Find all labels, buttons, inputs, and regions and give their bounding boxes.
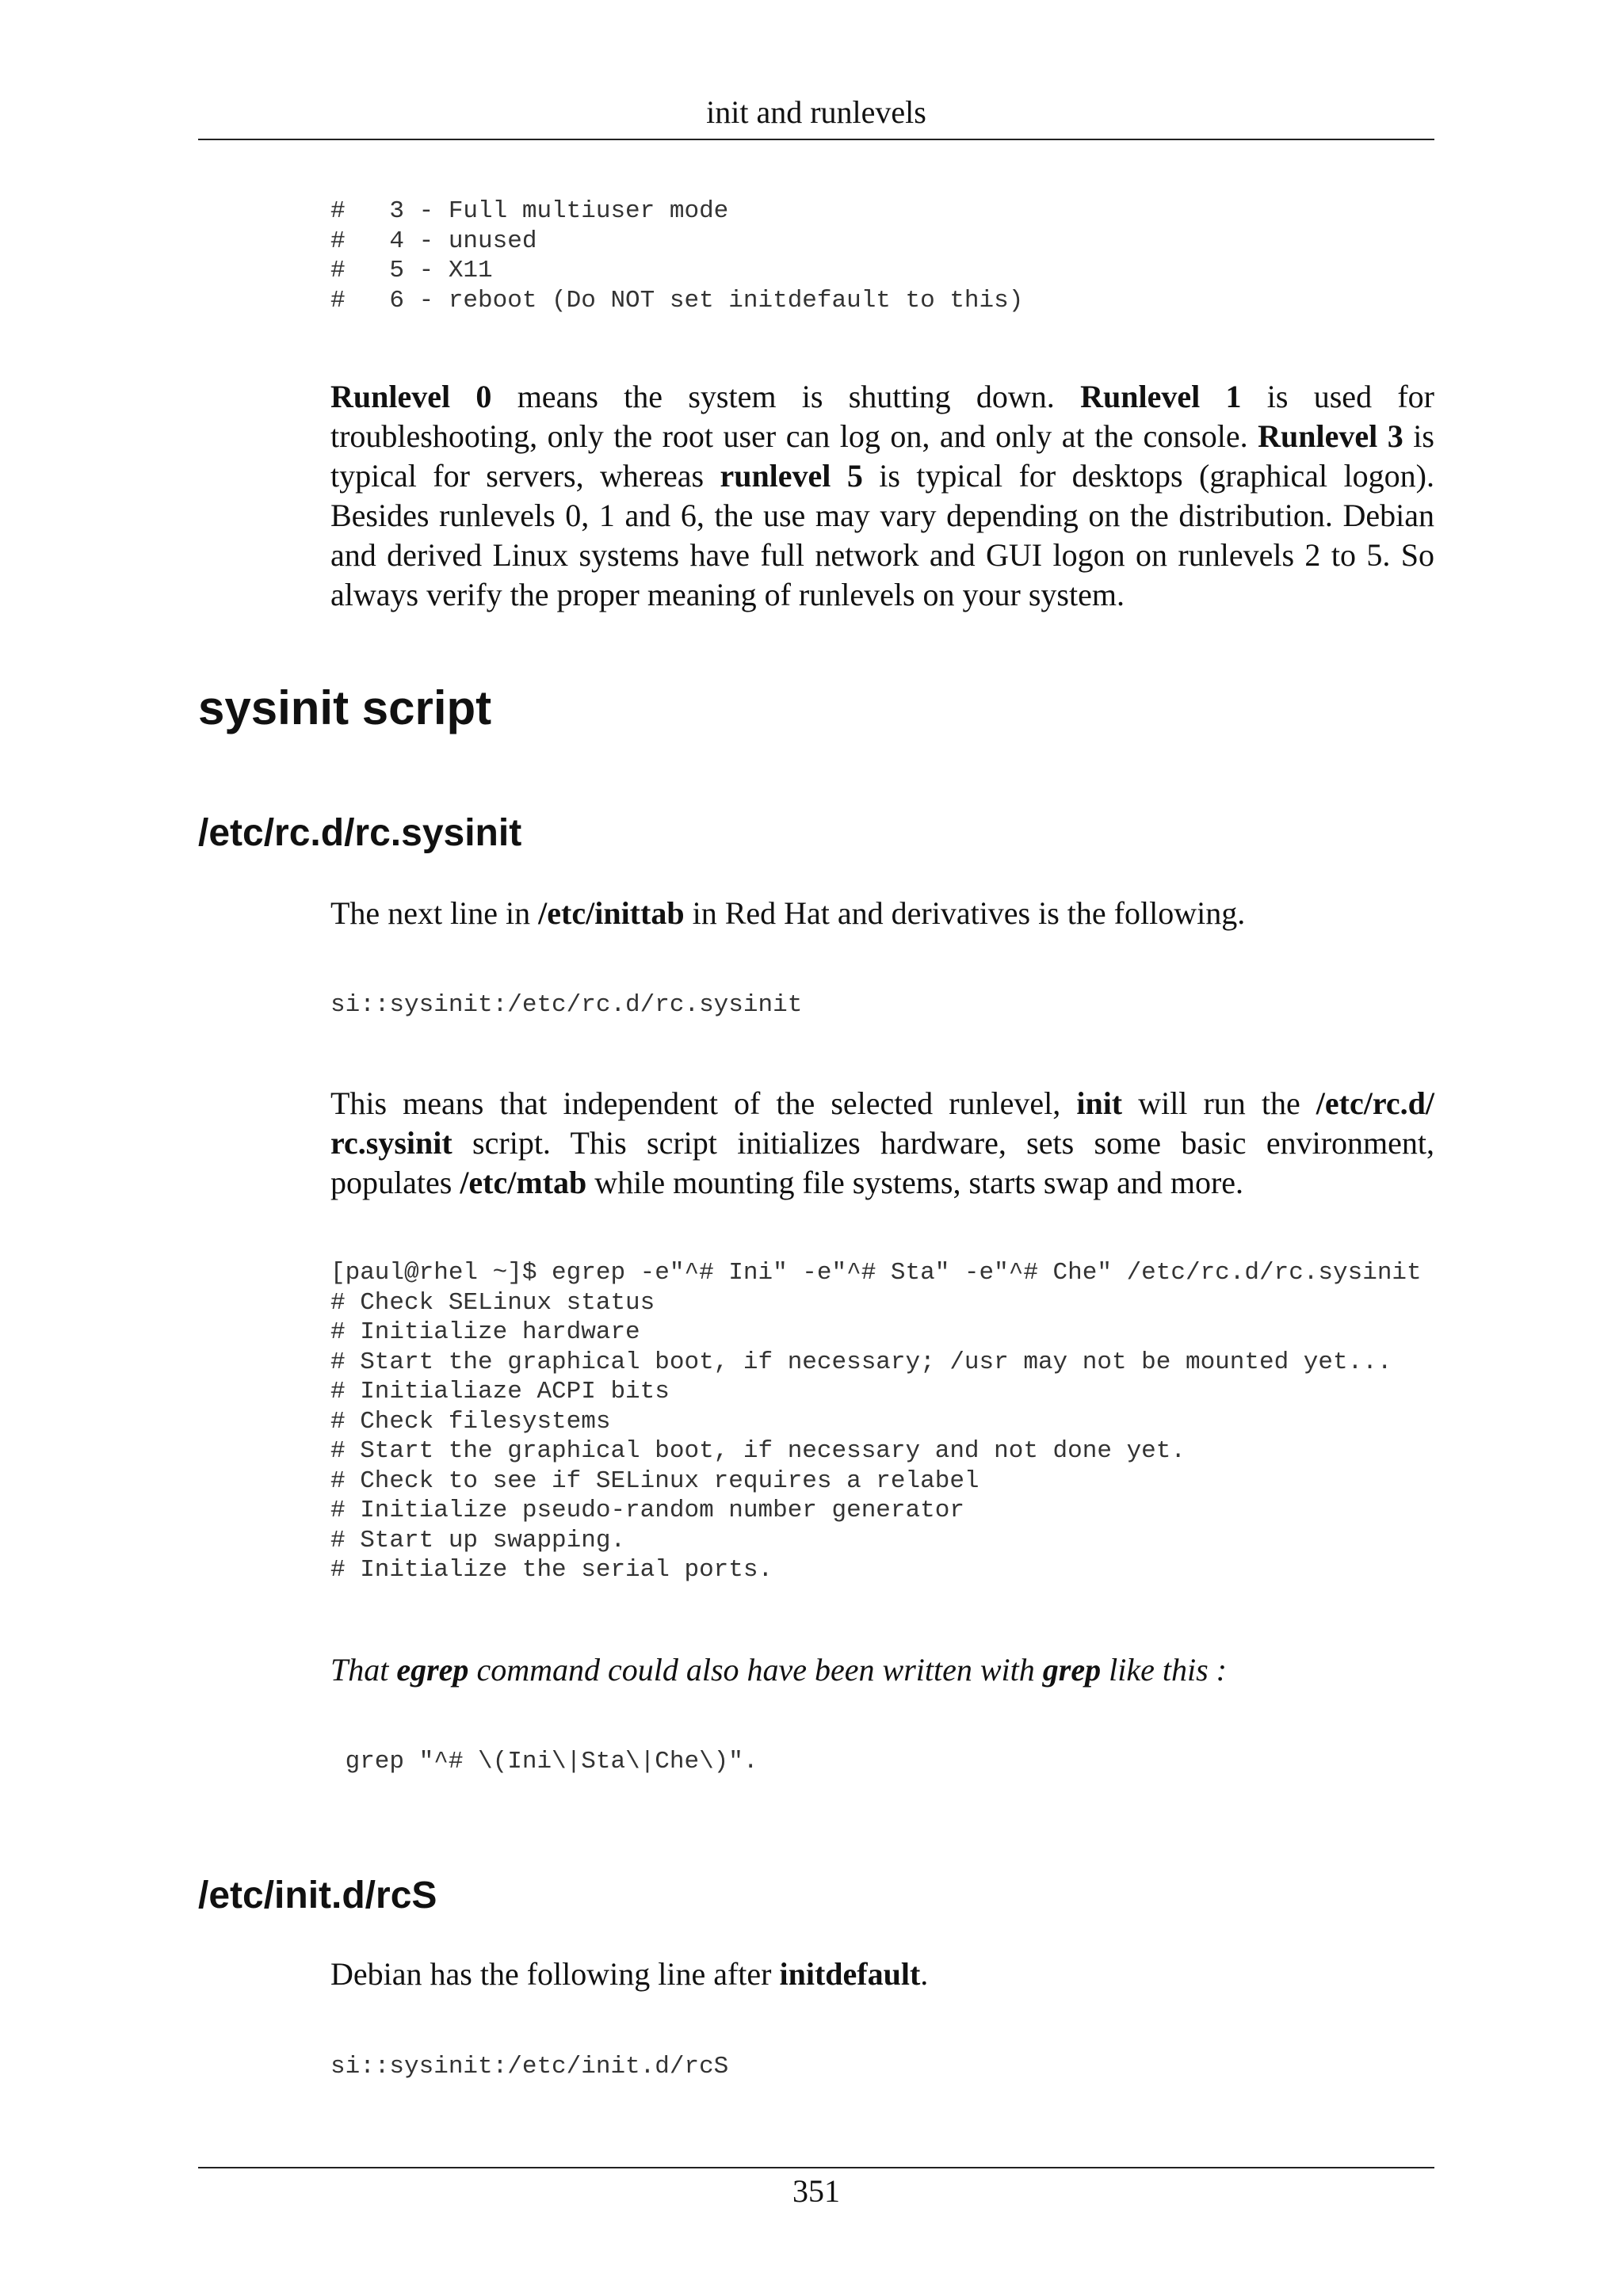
code-line: si::sysinit:/etc/init.d/rcS	[330, 2053, 729, 2081]
code-line: # Initialize the serial ports.	[330, 1556, 773, 1584]
code-line: # Initialize pseudo-random number generator	[330, 1497, 964, 1524]
bold-term: Runlevel 1	[1080, 379, 1242, 414]
bold-term: Runlevel 3	[1258, 418, 1403, 454]
bold-term: Runlevel 0	[330, 379, 492, 414]
code-line: [paul@rhel ~]$ egrep -e"^# Ini" -e"^# Sta" -e"^# Che" /etc/rc.d/rc.sysinit	[330, 1259, 1422, 1287]
code-line: # 4 - unused	[330, 227, 537, 255]
bold-term: initdefault	[779, 1956, 921, 1992]
code-block-runlevels	[330, 196, 1023, 315]
bold-term: egrep	[396, 1652, 469, 1688]
code-block-grep	[330, 1747, 758, 1777]
bold-term: /etc/mtab	[460, 1165, 587, 1200]
paragraph-debian: Debian has the following line after initdefault.	[330, 1956, 929, 1992]
code-line: grep "^# \(Ini\|Sta\|Che\)".	[330, 1748, 758, 1775]
code-line: # Initialiaze ACPI bits	[330, 1378, 670, 1405]
footer-rule	[198, 2167, 1434, 2168]
bold-term: /etc/rc.d/ rc.sysinit	[330, 1085, 1434, 1161]
code-line: # Start the graphical boot, if necessary; /usr may not be mounted yet...	[330, 1348, 1392, 1376]
code-line: # Start up swapping.	[330, 1526, 626, 1554]
header-rule	[198, 139, 1434, 140]
code-line: # Start the graphical boot, if necessary and not done yet.	[330, 1437, 1186, 1465]
bold-term: init	[1076, 1085, 1123, 1121]
code-line: # Check SELinux status	[330, 1288, 655, 1317]
code-line: # 6 - reboot (Do NOT set initdefault to this)	[330, 286, 1024, 315]
code-line: # Initialize hardware	[330, 1318, 640, 1346]
bold-term: /etc/inittab	[538, 895, 685, 931]
code-block-egrep	[330, 1258, 1422, 1585]
subsection-heading-rc-sysinit: /etc/rc.d/rc.sysinit	[198, 812, 522, 854]
page-number: 351	[792, 2173, 840, 2209]
code-line: # 3 - Full multiuser mode	[330, 197, 729, 225]
running-header: init and runlevels	[706, 94, 926, 130]
section-heading: sysinit script	[198, 681, 492, 734]
bold-term: runlevel 5	[720, 458, 863, 494]
code-line: # Check to see if SELinux requires a relabel	[330, 1466, 980, 1495]
paragraph-next-line: The next line in /etc/inittab in Red Hat and derivatives is the following.	[330, 895, 1246, 931]
subsection-heading-rcs: /etc/init.d/rcS	[198, 1875, 437, 1917]
code-line: # 5 - X11	[330, 257, 493, 284]
code-block-rcs-line	[330, 2052, 728, 2082]
code-line: si::sysinit:/etc/rc.d/rc.sysinit	[330, 991, 803, 1019]
paragraph-independent: This means that independent of the selected runlevel, init will run the /etc/rc.d/ rc.sysinit script. This script initializes hardware, sets some basic environment, populates /etc/mtab while mounting file systems, starts swap and more.	[330, 1085, 1434, 1200]
paragraph-grep-note: That egrep command could also have been written with grep like this :	[330, 1652, 1227, 1688]
code-line: # Check filesystems	[330, 1407, 611, 1436]
code-block-sysinit-line	[330, 990, 802, 1020]
paragraph-runlevels: Runlevel 0 means the system is shutting down. Runlevel 1 is used for troubleshooting, only the root user can log on, and only at the console. Runlevel 3 is typical for servers, whereas runlevel 5 is typical for desktops (graphical logon). Besides runlevels 0, 1 and 6, the use may vary depending on the distribution. Debian and derived Linux systems have full network and GUI logon on runlevels 2 to 5. So always verify the proper meaning of runlevels on your system.	[330, 379, 1434, 612]
bold-term: grep	[1042, 1652, 1102, 1688]
